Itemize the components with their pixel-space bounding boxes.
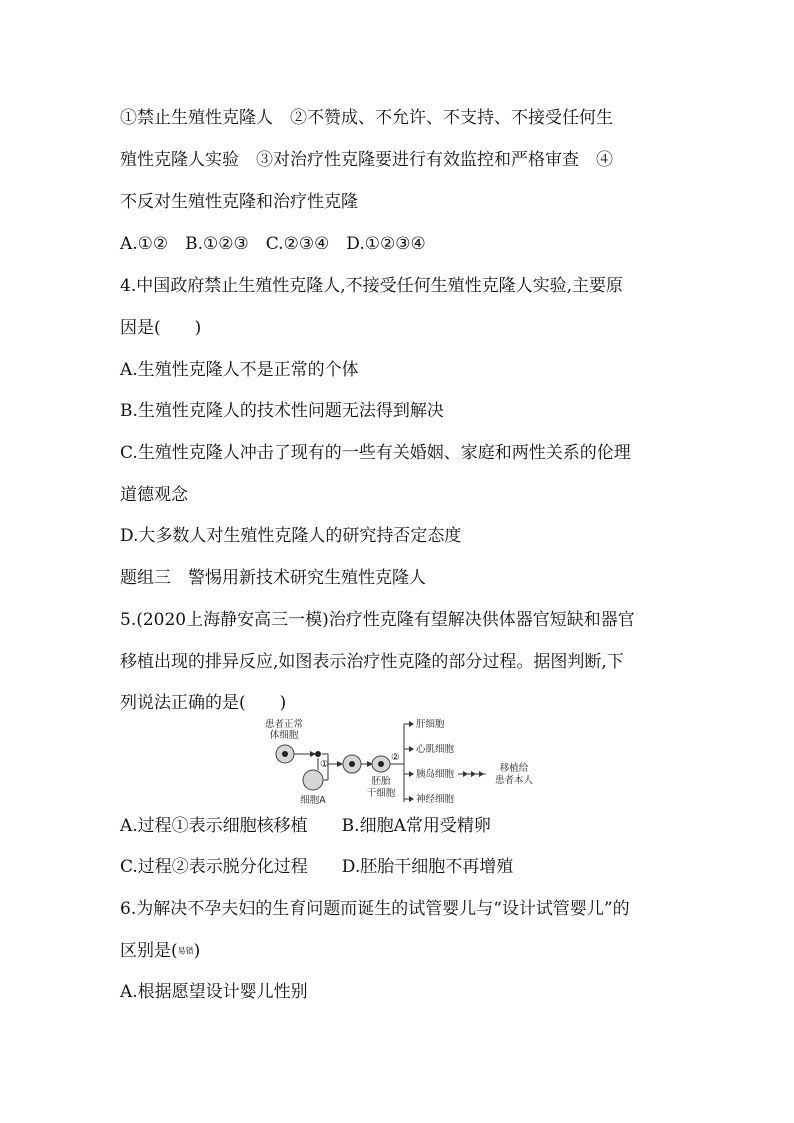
output-islet-cell: 胰岛细胞	[416, 769, 455, 780]
transplant-label-1: 移植给	[499, 763, 529, 774]
option-statements-line-1: ①禁止生殖性克隆人 ②不赞成、不允许、不支持、不接受任何生	[120, 108, 613, 128]
step-2-label: ②	[391, 752, 400, 763]
q4-choice-b: B.生殖性克隆人的技术性问题无法得到解决	[120, 401, 444, 421]
section-heading: 题组三 警惕用新技术研究生殖性克隆人	[120, 568, 426, 588]
q5-stem-line-3: 列说法正确的是( )	[120, 693, 287, 713]
patient-cell-label-1: 患者正常	[264, 719, 304, 730]
cell-a-label: 细胞A	[300, 795, 326, 806]
q4-stem-line-2: 因是( )	[120, 318, 202, 338]
q4-stem-line-1: 4.中国政府禁止生殖性克隆人,不接受任何生殖性克隆人实验,主要原	[120, 276, 624, 296]
q6-choice-a: A.根据愿望设计婴儿性别	[120, 982, 308, 1002]
q5-stem-line-1: 5.(2020上海静安高三一模)治疗性克隆有望解决供体器官短缺和器官	[120, 610, 635, 630]
option-statements-line-3: 不反对生殖性克隆和治疗性克隆	[120, 192, 358, 212]
output-liver-cell: 肝细胞	[416, 719, 445, 730]
q4-choice-d: D.大多数人对生殖性克隆人的研究持否定态度	[120, 526, 462, 546]
q5-choices-a-b: A.过程①表示细胞核移植 B.细胞A常用受精卵	[120, 816, 491, 836]
error-prone-tag: 易错	[177, 946, 194, 956]
stem-cell-label-2: 干细胞	[366, 788, 396, 799]
option-statements-line-2: 殖性克隆人实验 ③对治疗性克隆要进行有效监控和严格审查 ④	[120, 150, 613, 170]
cell-a	[303, 770, 323, 790]
patient-cell-nucleus	[282, 751, 288, 757]
output-cardiac-cell: 心肌细胞	[416, 744, 455, 755]
stem-cell-label-1: 胚胎	[371, 776, 391, 787]
q5-stem-line-2: 移植出现的排异反应,如图表示治疗性克隆的部分过程。据图判断,下	[120, 652, 624, 672]
step-1-label: ①	[320, 759, 329, 770]
q5-choices-c-d: C.过程②表示脱分化过程 D.胚胎干细胞不再增殖	[120, 857, 514, 877]
therapeutic-cloning-diagram	[258, 716, 558, 806]
isolated-nucleus	[315, 751, 321, 757]
q6-stem-text: 区别是(	[120, 941, 178, 961]
q6-stem-line-1: 6.为解决不孕夫妇的生育问题而诞生的试管婴儿与“设计试管婴儿”的	[120, 899, 630, 919]
patient-cell-label-2: 体细胞	[269, 730, 299, 741]
q4-choice-c-line-1: C.生殖性克隆人冲击了现有的一些有关婚姻、家庭和两性关系的伦理	[120, 443, 631, 463]
transplant-label-2: 患者本人	[494, 775, 534, 786]
q6-stem-close: )	[193, 941, 201, 961]
q6-stem-line-2	[120, 939, 680, 964]
output-nerve-cell: 神经细胞	[416, 794, 455, 805]
q3-choices: A.①② B.①②③ C.②③④ D.①②③④	[120, 234, 426, 254]
q4-choice-c-line-2: 道德观念	[120, 485, 188, 505]
q4-choice-a: A.生殖性克隆人不是正常的个体	[120, 360, 359, 380]
